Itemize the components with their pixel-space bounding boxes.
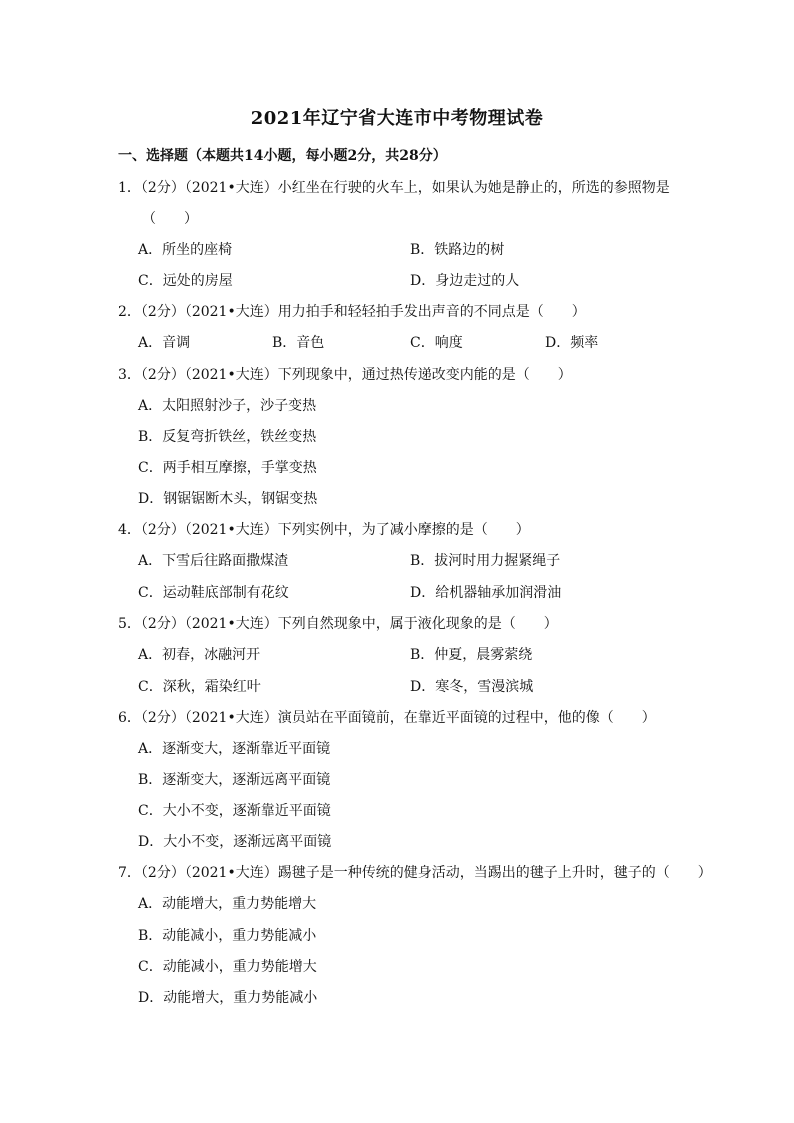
question-3-option-a: A．太阳照射沙子，沙子变热 (138, 398, 317, 414)
question-3-option-b: B．反复弯折铁丝，铁丝变热 (138, 429, 317, 445)
question-4-option-c: C．运动鞋底部制有花纹 (138, 585, 289, 601)
question-7-option-d: D．动能增大，重力势能减小 (138, 990, 318, 1006)
question-2-option-c: C．响度 (410, 335, 463, 351)
question-7-option-b: B．动能减小，重力势能减小 (138, 928, 317, 944)
question-3-option-d: D．钢锯锯断木头，钢锯变热 (138, 491, 318, 507)
question-2-option-b: B．音色 (272, 335, 325, 351)
question-7-stem: 7．（2分）（2021•大连）踢毽子是一种传统的健身活动，当踢出的毽子上升时，毽子的（ ） (118, 865, 712, 881)
question-5-option-d: D．寒冬，雪漫滨城 (410, 679, 534, 695)
question-1-option-c: C．远处的房屋 (138, 273, 233, 289)
page-title: 2021年辽宁省大连市中考物理试卷 (250, 108, 544, 129)
question-5-option-b: B．仲夏，晨雾萦绕 (410, 647, 533, 663)
question-2-option-a: A．音调 (138, 335, 191, 351)
section-heading: 一、选择题（本题共14小题，每小题2分，共28分） (118, 148, 447, 164)
question-1-option-b: B．铁路边的树 (410, 242, 505, 258)
question-6-stem: 6．（2分）（2021•大连）演员站在平面镜前，在靠近平面镜的过程中，他的像（ ） (118, 710, 656, 726)
question-2-option-d: D．频率 (545, 335, 599, 351)
question-4-option-a: A．下雪后往路面撒煤渣 (138, 553, 289, 569)
question-4-option-d: D．给机器轴承加润滑油 (410, 585, 562, 601)
question-1-option-a: A．所坐的座椅 (138, 242, 233, 258)
question-1-stem-line-1: 1．（2分）（2021•大连）小红坐在行驶的火车上，如果认为她是静止的，所选的参照物是 (118, 180, 670, 196)
question-5-option-c: C．深秋，霜染红叶 (138, 679, 261, 695)
question-6-option-d: D．大小不变，逐渐远离平面镜 (138, 834, 332, 850)
question-6-option-a: A．逐渐变大，逐渐靠近平面镜 (138, 741, 331, 757)
question-6-option-b: B．逐渐变大，逐渐远离平面镜 (138, 772, 331, 788)
question-3-option-c: C．两手相互摩擦，手掌变热 (138, 460, 317, 476)
question-1-stem-line-2: （ ） (142, 211, 198, 227)
question-3-stem: 3．（2分）（2021•大连）下列现象中，通过热传递改变内能的是（ ） (118, 367, 572, 383)
question-7-option-c: C．动能减小，重力势能增大 (138, 959, 317, 975)
question-2-stem: 2．（2分）（2021•大连）用力拍手和轻轻拍手发出声音的不同点是（ ） (118, 304, 586, 320)
question-5-stem: 5．（2分）（2021•大连）下列自然现象中，属于液化现象的是（ ） (118, 616, 558, 632)
question-4-option-b: B．拔河时用力握紧绳子 (410, 553, 561, 569)
question-5-option-a: A．初春，冰融河开 (138, 647, 261, 663)
question-6-option-c: C．大小不变，逐渐靠近平面镜 (138, 803, 331, 819)
question-7-option-a: A．动能增大，重力势能增大 (138, 896, 317, 912)
question-4-stem: 4．（2分）（2021•大连）下列实例中，为了减小摩擦的是（ ） (118, 522, 530, 538)
question-1-option-d: D．身边走过的人 (410, 273, 520, 289)
